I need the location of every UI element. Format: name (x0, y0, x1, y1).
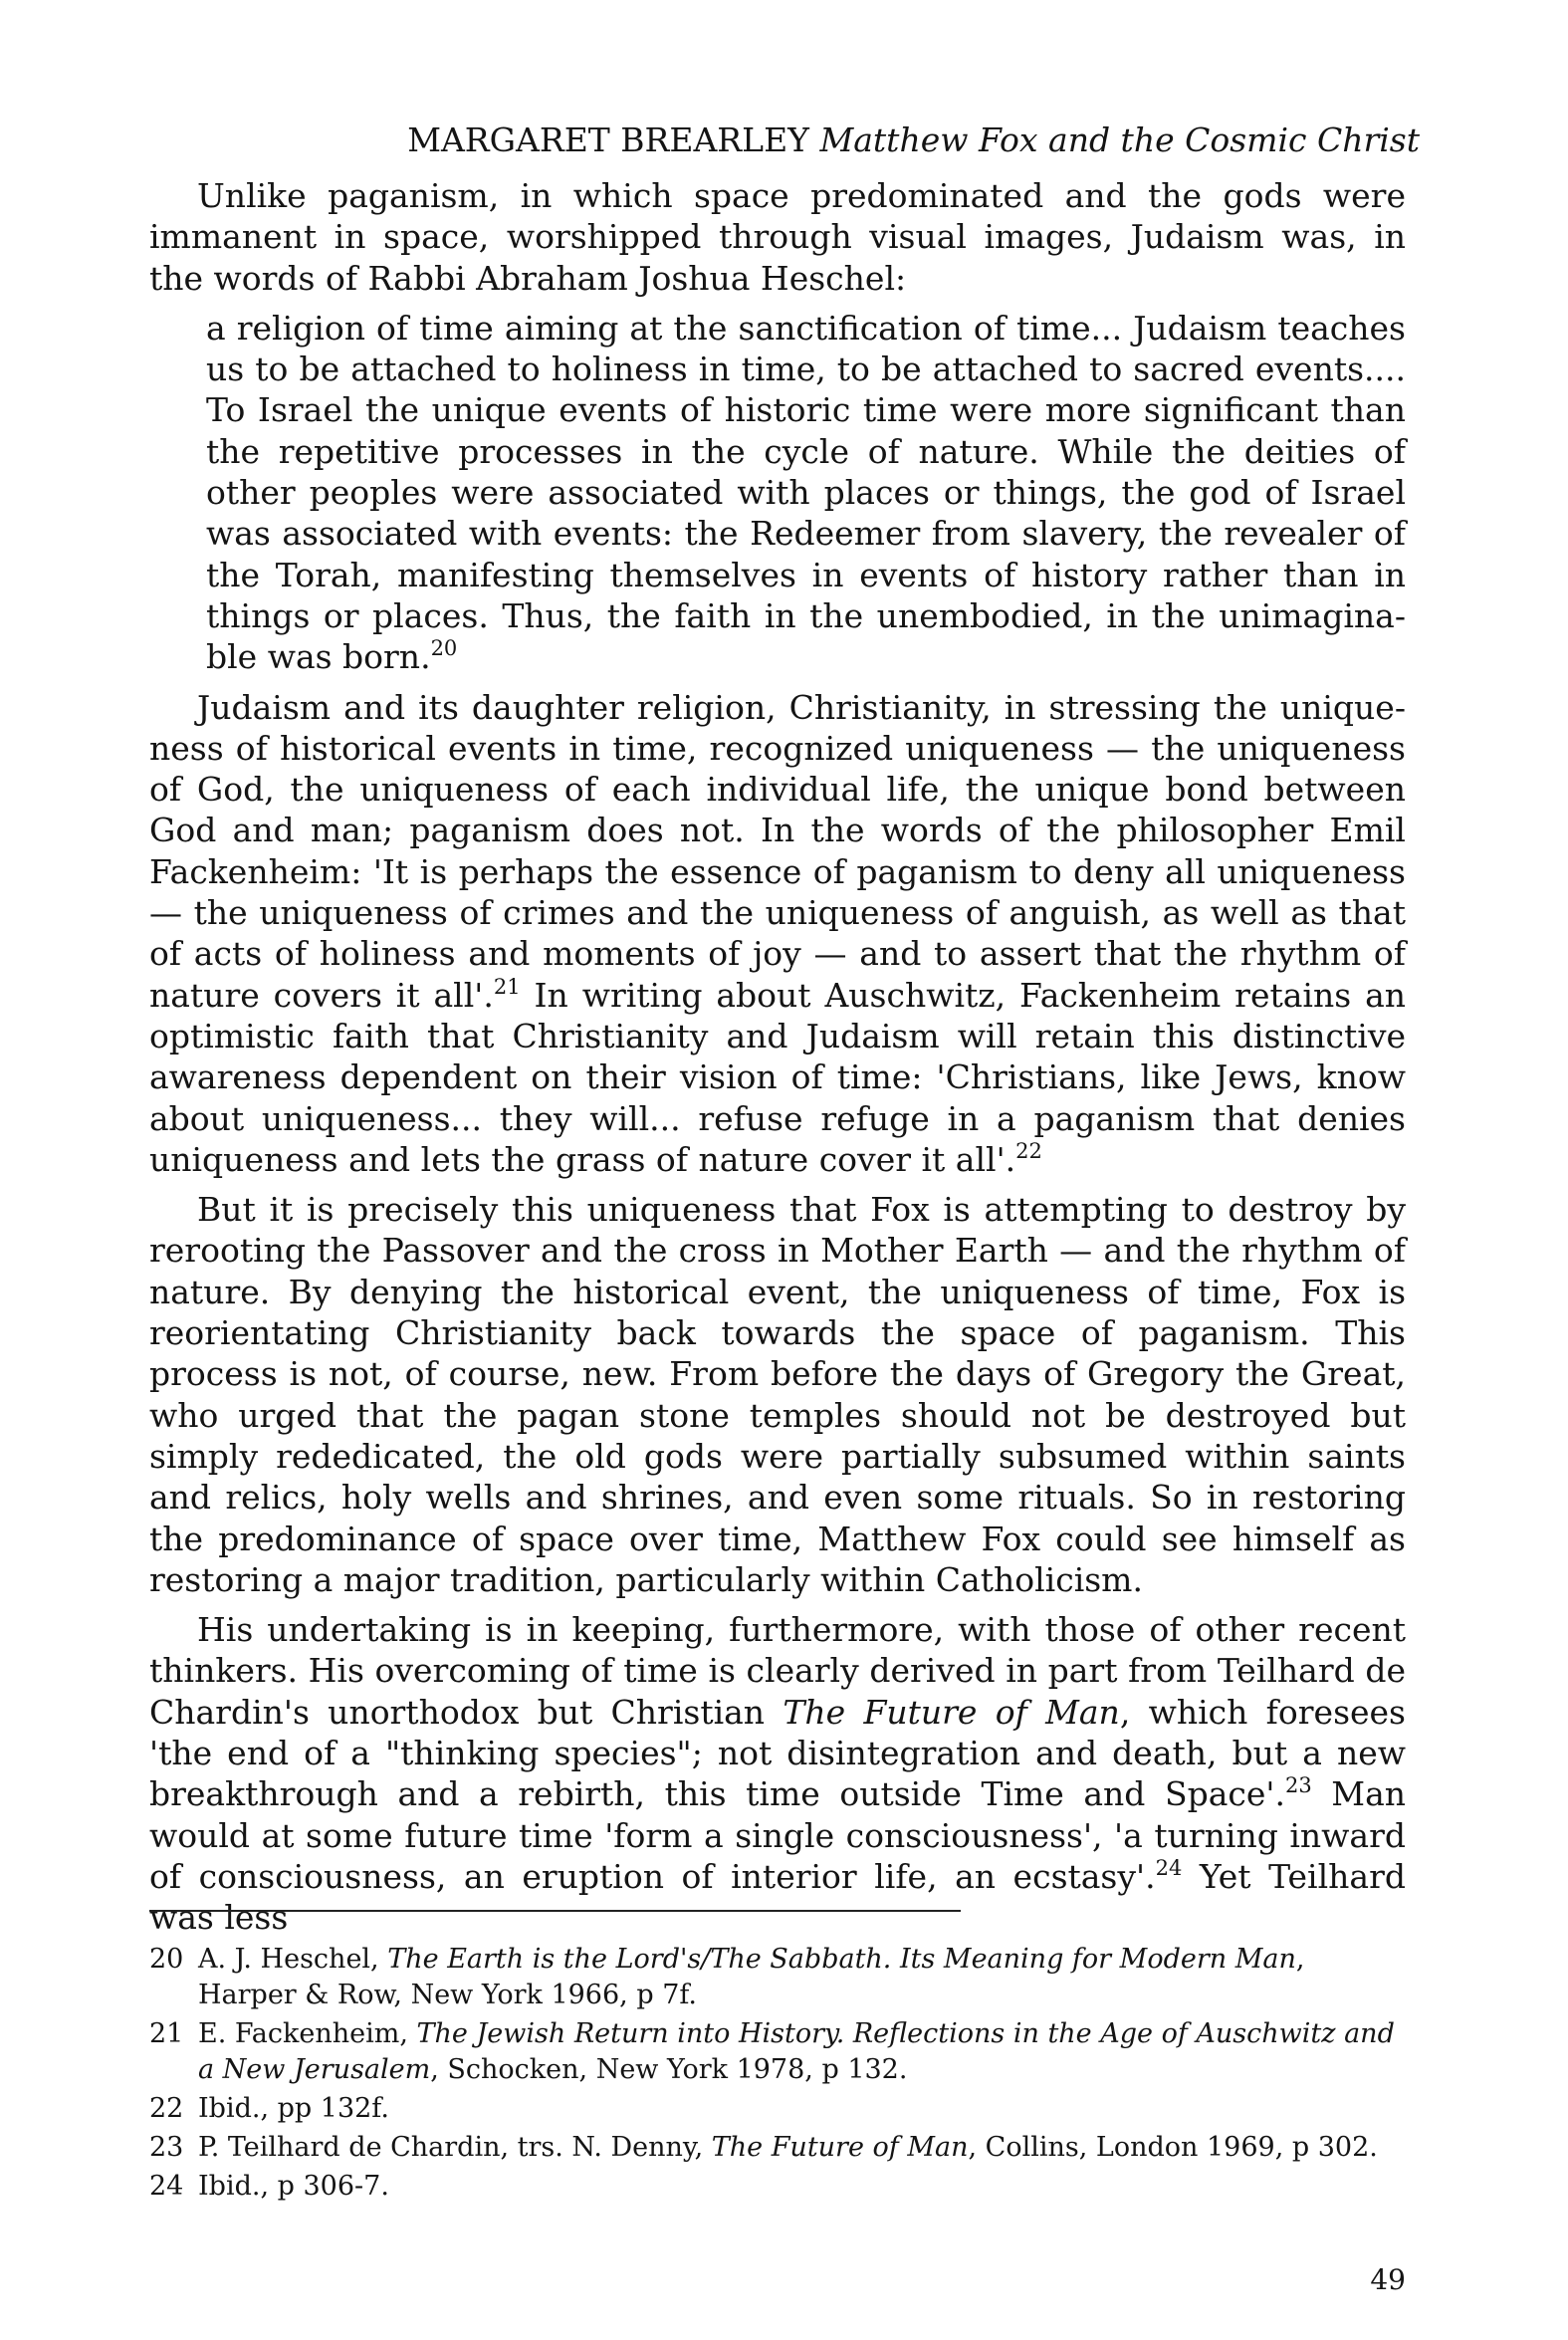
footnote-number: 22 (149, 2093, 184, 2124)
paragraph-4-text-b: , which foresees 'the end of a "thinking species"; not disintegration and death, but a new breakthrough and a rebirth, this time outside Time and Space'. (149, 1692, 1406, 1814)
footnote-text (198, 2169, 1406, 2205)
footnote-22 (149, 2091, 1406, 2127)
note-ref-24: 24 (1155, 1855, 1183, 1880)
note-ref-20: 20 (430, 636, 458, 661)
footnotes (149, 1942, 1406, 2208)
paragraph-4-text-c: Man would at some future time 'form a single consciousness', 'a turning inward of consciousness, an eruption of interior life, an ecstasy'. (149, 1774, 1406, 1896)
book-title: The Future of Man (783, 1692, 1120, 1732)
footnote-text-pre: P. Teilhard de Chardin, trs. N. Denny, (198, 2132, 712, 2163)
page-number: 49 (1370, 2263, 1406, 2296)
footnote-title: The Future of Man (711, 2132, 969, 2163)
heschel-quote (206, 308, 1406, 678)
footnote-title: The Jewish Return into History. Reflections in the Age of Auschwitz and a New Jerusalem (198, 2018, 1395, 2085)
paragraph-2-text-a: Judaism and its daughter religion, Christianity, in stressing the unique- ness of historical events in time, recognized uniqueness — the uniqueness of God, the uniqueness of each individual life, the unique bond between God and man; paganism does not. In the words of the philosopher Emil Fackenheim: 'It is perhaps the essence of paganism to deny all uniqueness — the uniqueness of crimes and the uniqueness of anguish, as well as that of acts of holiness and moments of joy — and to assert that the rhythm of nature covers it all'. (149, 687, 1406, 1015)
note-ref-23: 23 (1284, 1773, 1312, 1798)
paragraph-3-text: But it is precisely this uniqueness that Fox is attempting to destroy by rerooting the Passover and the cross in Mother Earth — and the rhythm of nature. By denying the historical event, the uniqueness of time, Fox is reorientating Christianity back towards the space of paganism. This process is not, of course, new. From before the days of Gregory the Great, who urged that the pagan stone temples should not be destroyed but simply rededicated, the old gods were partially subsumed within saints and relics, holy wells and shrines, and even some rituals. So in restoring the predominance of space over time, Matthew Fox could see himself as restoring a major tradition, particularly within Catholicism. (149, 1190, 1406, 1599)
note-ref-21: 21 (493, 974, 521, 999)
running-head-title: Matthew Fox and the Cosmic Christ (819, 120, 1420, 159)
footnote-24 (149, 2169, 1406, 2205)
footnote-text-pre: A. J. Heschel, (198, 1944, 388, 1975)
footnote-23 (149, 2130, 1406, 2166)
footnote-divider (149, 1910, 961, 1912)
footnote-text (198, 1942, 1406, 2013)
quote-text: a religion of time aiming at the sanctification of time... Judaism teaches us to be attached to holiness in time, to be attached to sacred events.... To Israel the unique events of historic time were more significant than the repetitive processes in the cycle of nature. While the deities of other peoples were associated with places or things, the god of Israel was associated with events: the Redeemer from slavery, the revealer of the Torah, manifesting themselves in events of history rather than in things or places. Thus, the faith in the unembodied, in the unimagina- ble was born. (206, 308, 1406, 677)
footnote-text-post: , Collins, London 1969, p 302. (968, 2132, 1378, 2163)
paragraph-1-text: Unlike paganism, in which space predominated and the gods were immanent in space, worshipped through visual images, Judaism was, in the words of Rabbi Abraham Joshua Heschel: (149, 176, 1406, 298)
paragraph-4 (149, 1609, 1406, 1938)
article-body (149, 175, 1406, 1947)
paragraph-4-text-d: Yet Teilhard was less (149, 1856, 1406, 1938)
note-ref-22: 22 (1015, 1138, 1042, 1163)
footnote-number: 20 (149, 1944, 184, 1975)
footnote-text-post: , Schocken, New York 1978, p 132. (430, 2054, 908, 2085)
paragraph-2-text-b: In writing about Auschwitz, Fackenheim retains an optimistic faith that Christianity and Judaism will retain this distinctive awareness dependent on their vision of time: 'Christians, like Jews, know about uniqueness... they will... refuse refuge in a paganism that denies uniqueness and lets the grass of nature cover it all'. (149, 975, 1406, 1179)
footnote-text-post: , Harper & Row, New York 1966, p 7f. (198, 1944, 1305, 2010)
footnote-text (198, 2091, 1406, 2127)
running-head-author: MARGARET BREARLEY (407, 120, 809, 159)
paragraph-3 (149, 1189, 1406, 1600)
footnote-number: 21 (149, 2018, 184, 2049)
footnote-text-pre: Ibid., pp 132f. (198, 2093, 389, 2124)
footnote-number: 24 (149, 2171, 184, 2202)
footnote-21 (149, 2016, 1406, 2088)
footnote-title: The Earth is the Lord's/The Sabbath. Its Meaning for Modern Man (387, 1944, 1296, 1975)
paragraph-4-text-a: His undertaking is in keeping, furthermore, with those of other recent thinkers. His overcoming of time is clearly derived in part from Teilhard de Chardin's unorthodox but Christian (149, 1610, 1406, 1732)
footnote-text (198, 2130, 1406, 2166)
footnote-text (198, 2016, 1406, 2088)
running-head (384, 119, 1420, 161)
footnote-number: 23 (149, 2132, 184, 2163)
paragraph-1 (149, 175, 1406, 299)
paragraph-2 (149, 687, 1406, 1181)
footnote-text-pre: E. Fackenheim, (198, 2018, 417, 2049)
footnote-text-pre: Ibid., p 306-7. (198, 2171, 389, 2202)
footnote-20 (149, 1942, 1406, 2013)
